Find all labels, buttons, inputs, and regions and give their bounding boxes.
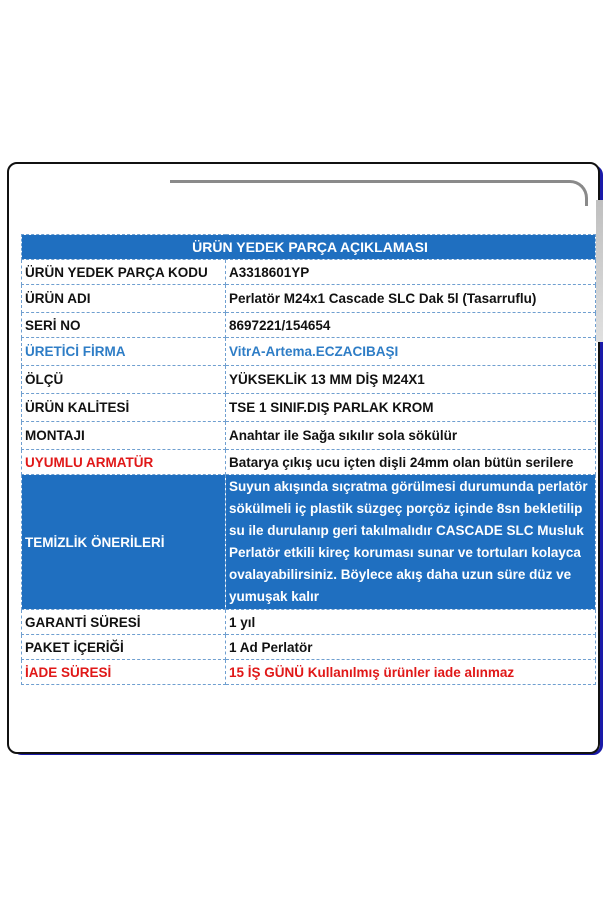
- row-value-manufacturer: VitrA-Artema.ECZACIBAŞI: [226, 338, 596, 366]
- row-label-dimension: ÖLÇÜ: [22, 366, 226, 394]
- table-row: [22, 260, 596, 285]
- row-value-compatible: Batarya çıkış ucu içten dişli 24mm olan bütün serilere: [226, 450, 596, 475]
- table-row: [22, 366, 596, 394]
- row-value-package: 1 Ad Perlatör: [226, 635, 596, 660]
- table-row: [22, 475, 596, 610]
- table-row: [22, 635, 596, 660]
- row-value-serial: 8697221/154654: [226, 313, 596, 338]
- table-row: [22, 450, 596, 475]
- row-value-cleaning: Suyun akışında sıçratma görülmesi durumunda perlatör sökülmeli iç plastik süzgeç porçöz içinde 8sn bekletilip su ile durulanıp geri takılmalıdır CASCADE SLC Musluk Perlatör etkili kireç koruması sunar ve tortuları kolayca ovalayabilirsiniz. Böylece akış daha uzun süre düz ve yumuşak kalır: [226, 475, 596, 610]
- spec-table: [21, 234, 596, 685]
- row-label-package: PAKET İÇERİĞİ: [22, 635, 226, 660]
- row-label-cleaning: TEMİZLİK ÖNERİLERİ: [22, 475, 226, 610]
- table-row: [22, 394, 596, 422]
- table-row: [22, 338, 596, 366]
- row-value-warranty: 1 yıl: [226, 610, 596, 635]
- table-row: [22, 610, 596, 635]
- decorative-curve: [170, 180, 588, 206]
- row-label-serial: SERİ NO: [22, 313, 226, 338]
- row-label-compatible: UYUMLU ARMATÜR: [22, 450, 226, 475]
- row-label-mounting: MONTAJI: [22, 422, 226, 450]
- decorative-bar: [596, 200, 603, 342]
- row-value-return: 15 İŞ GÜNÜ Kullanılmış ürünler iade alınmaz: [226, 660, 596, 685]
- row-value-dimension: YÜKSEKLİK 13 MM DİŞ M24X1: [226, 366, 596, 394]
- row-label-product-name: ÜRÜN ADI: [22, 285, 226, 313]
- table-row: [22, 422, 596, 450]
- row-label-warranty: GARANTİ SÜRESİ: [22, 610, 226, 635]
- row-label-return: İADE SÜRESİ: [22, 660, 226, 685]
- table-header-row: [22, 235, 596, 260]
- row-value-quality: TSE 1 SINIF.DIŞ PARLAK KROM: [226, 394, 596, 422]
- row-value-product-name: Perlatör M24x1 Cascade SLC Dak 5l (Tasarruflu): [226, 285, 596, 313]
- row-label-quality: ÜRÜN KALİTESİ: [22, 394, 226, 422]
- row-label-manufacturer: ÜRETİCİ FİRMA: [22, 338, 226, 366]
- table-title: ÜRÜN YEDEK PARÇA AÇIKLAMASI: [22, 235, 596, 260]
- table-row: [22, 285, 596, 313]
- row-label-part-code: ÜRÜN YEDEK PARÇA KODU: [22, 260, 226, 285]
- row-value-mounting: Anahtar ile Sağa sıkılır sola sökülür: [226, 422, 596, 450]
- row-value-part-code: A3318601YP: [226, 260, 596, 285]
- table-row: [22, 660, 596, 685]
- table-row: [22, 313, 596, 338]
